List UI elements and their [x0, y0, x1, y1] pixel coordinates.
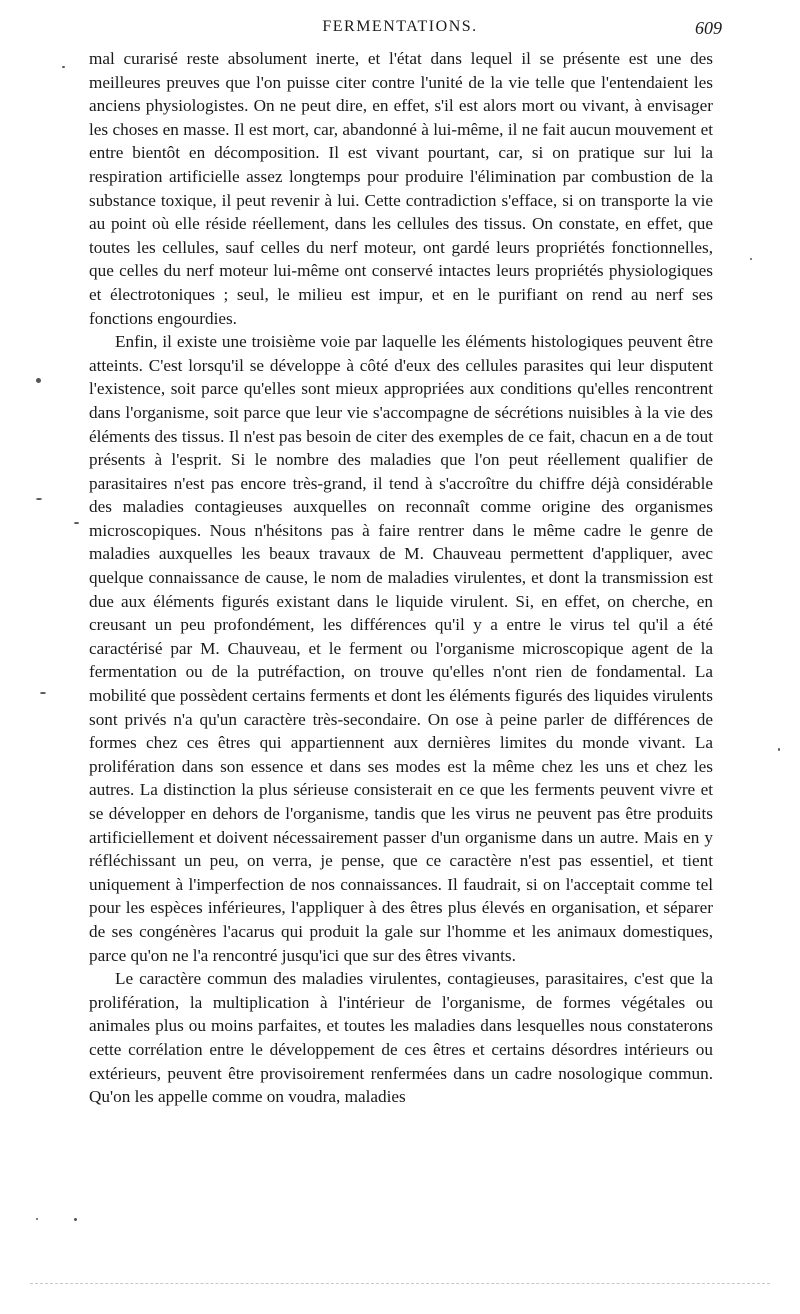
- scan-speck: [750, 258, 752, 260]
- scan-speck: [778, 748, 780, 751]
- scan-speck: [74, 522, 79, 524]
- scan-speck: [36, 378, 41, 383]
- running-title: FERMENTATIONS.: [322, 18, 478, 35]
- scan-speck: [62, 66, 65, 68]
- scan-speck: [74, 1218, 77, 1221]
- body-text: [89, 47, 713, 1109]
- running-header: [80, 18, 720, 42]
- paragraph: mal curarisé reste absolument inerte, et l'état dans lequel il se présente est une des meilleures preuves que l'on puisse citer contre l'unité de la vie telle que l'entendaient les anciens physiologistes. On ne peut dire, en effet, s'il est alors mort ou vivant, à envisager les choses en masse. Il est mort, car, abandonné à lui-même, il ne fait aucun mouvement et entre bientôt en décomposition. Il est vivant pourtant, car, si on pratique sur lui la respiration artificielle assez longtemps pour produire l'élimination par combustion de la substance toxique, il peut revenir à lui. Cette contradiction s'efface, si on transporte la vie au point où elle réside réellement, dans les cellules des tissus. On constate, en effet, que toutes les cellules, sauf celles du nerf moteur, ont gardé leurs propriétés fonctionnelles, que celles du nerf moteur lui-même ont conservé intactes leurs propriétés physiologiques et électrotoniques ; seul, le milieu est impur, et en le purifiant on rend au nerf ses fonctions engourdies.: [89, 49, 713, 328]
- scan-speck: [36, 1218, 38, 1220]
- scan-speck: [40, 692, 46, 694]
- paragraph: Le caractère commun des maladies virulentes, contagieuses, parasitaires, c'est que la prolifération, la multiplication à l'intérieur de l'organisme, de formes végétales ou animales plus ou moins parfaites, et toutes les maladies dans lesquelles nous constaterons cette corrélation entre le développement de ces êtres et certains désordres intérieurs ou extérieurs, peuvent être provisoirement renfermées dans un cadre nosologique commun. Qu'on les appelle comme on voudra, maladies: [89, 969, 713, 1107]
- scan-edge-line: [30, 1283, 770, 1284]
- scan-speck: [36, 498, 42, 500]
- paragraph: Enfin, il existe une troisième voie par laquelle les éléments histologiques peuvent être atteints. C'est lorsqu'il se développe à côté d'eux des cellules parasites qui leur disputent l'existence, soit parce qu'elles sont mieux appropriées aux conditions qu'elles rencontrent dans l'organisme, soit parce que leur vie s'accompagne de sécrétions nuisibles à la vie des éléments des tissus. Il n'est pas besoin de citer des exemples de ce fait, chacun en a de tout présents à l'esprit. Si le nombre des maladies que l'on peut réellement qualifier de parasitaires n'est pas encore très-grand, il tend à s'accroître du chiffre déjà considérable des maladies contagieuses auxquelles on reconnaît comme origine des organismes microscopiques. Nous n'hésitons pas à faire rentrer dans le même cadre le genre de maladies auxquelles les beaux travaux de M. Chauveau permettent d'appliquer, avec quelque connaissance de cause, le nom de maladies virulentes, et dont la transmission est due aux éléments figurés existant dans le liquide virulent. Si, en effet, on cherche, en creusant un peu profondément, les différences qu'il y a entre le virus tel qu'il a été caractérisé par M. Chauveau, et le ferment ou l'organisme microscopique agent de la fermentation ou de la putréfaction, on trouve qu'elles n'ont rien de fondamental. La mobilité que possèdent certains ferments et dont les éléments figurés des liquides virulents sont privés n'a qu'un caractère très-secondaire. On ose à peine parler de différences de formes chez ces êtres qui appartiennent aux dernières limites du monde vivant. La prolifération dans son essence et dans ses modes est la même chez les uns et chez les autres. La distinction la plus sérieuse consisterait en ce que les ferments peuvent vivre et se développer en dehors de l'organisme, tandis que les virus ne peuvent pas être produits artificiellement et doivent nécessairement passer d'un organisme dans un autre. Mais en y réfléchissant un peu, on verra, je pense, que ce caractère n'est pas essentiel, et tient uniquement à l'imperfection de nos connaissances. Il faudrait, si on l'acceptait comme tel pour les espèces inférieures, l'appliquer à des êtres plus élevés en organisation, et séparer de ses congénères l'acarus qui produit la gale sur l'homme et les animaux domestiques, parce qu'on ne l'a rencontré jusqu'ici que sur des êtres vivants.: [89, 332, 713, 965]
- page-number: 609: [695, 18, 722, 38]
